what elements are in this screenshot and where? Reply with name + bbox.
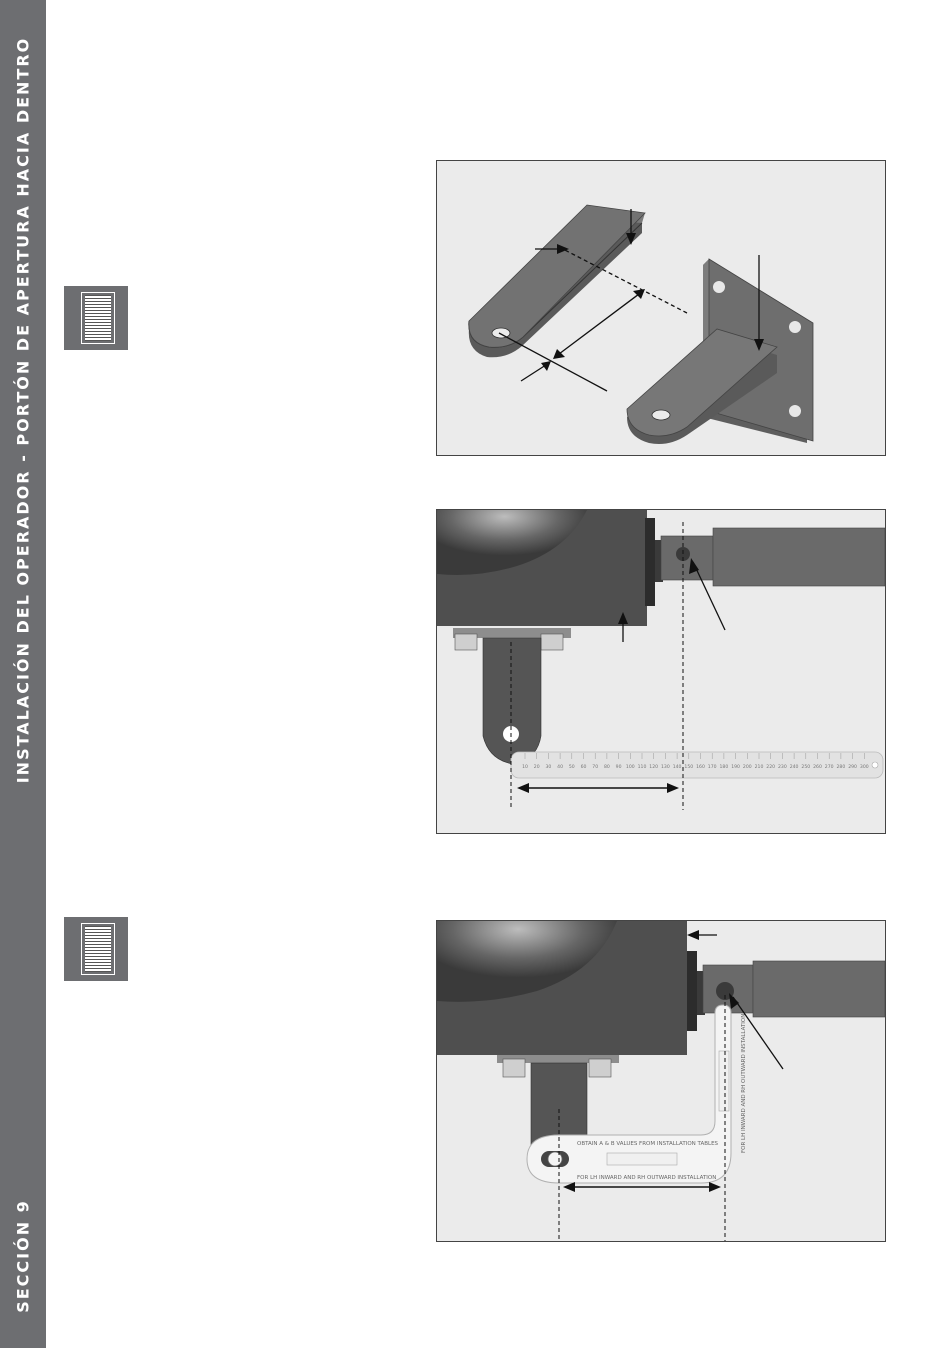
- ruler-tick-label: 170: [707, 765, 717, 770]
- ruler-tick-label: 140: [672, 765, 682, 770]
- gauge-label-a: OBTAIN A & B VALUES FROM INSTALLATION TABLES: [577, 1141, 719, 1147]
- ruler-tick-label: 210: [754, 765, 764, 770]
- brackets-illustration: [437, 161, 885, 455]
- sidebar: [0, 0, 46, 1348]
- note-document-icon: [64, 286, 128, 350]
- ruler-tick-label: 50: [568, 765, 575, 770]
- ruler-tick-label: 30: [545, 765, 552, 770]
- ruler-tick-label: 150: [684, 765, 694, 770]
- section-number: SECCIÓN 9: [13, 1199, 33, 1313]
- gauge-label-b: FOR LH INWARD AND RH OUTWARD INSTALLATION: [577, 1175, 717, 1181]
- ruler-tick-label: 110: [637, 765, 647, 770]
- ruler-tick-label: 20: [533, 765, 540, 770]
- ruler-tick-label: 280: [836, 765, 846, 770]
- ruler-tick-label: 100: [625, 765, 635, 770]
- ruler-illustration: [437, 510, 885, 833]
- ruler-tick-label: 190: [731, 765, 740, 770]
- ruler-tick-label: 160: [696, 765, 705, 770]
- ruler-tick-label: 200: [742, 765, 752, 770]
- ruler-tick-label: 70: [592, 765, 599, 770]
- note-document-icon: [64, 917, 128, 981]
- ruler-tick-label: 80: [603, 765, 610, 770]
- ruler-tick-label: 180: [719, 765, 729, 770]
- note-sheet: [81, 292, 115, 344]
- gauge-illustration: [437, 921, 885, 1241]
- ruler-tick-label: 300: [859, 765, 869, 770]
- ruler-tick-label: 10: [522, 765, 528, 770]
- section-title: INSTALACIÓN DEL OPERADOR - PORTÓN DE APERTURA HACIA DENTRO: [13, 36, 33, 784]
- ruler-tick-label: 60: [580, 765, 587, 770]
- ruler-tick-label: 120: [649, 765, 659, 770]
- ruler-tick-label: 220: [766, 765, 776, 770]
- gauge-label-c: FOR LH INWARD AND RH OUTWARD INSTALLATION: [741, 1013, 747, 1153]
- figure-gauge-measure: [436, 920, 886, 1242]
- ruler-tick-label: 90: [615, 765, 622, 770]
- ruler-tick-label: 250: [801, 765, 811, 770]
- ruler-tick-label: 230: [778, 765, 787, 770]
- ruler-tick-label: 290: [848, 765, 857, 770]
- ruler-tick-label: 260: [813, 765, 822, 770]
- ruler-tick-label: 270: [824, 765, 834, 770]
- note-sheet: [81, 923, 115, 975]
- ruler-tick-label: 240: [789, 765, 799, 770]
- figure-brackets: [436, 160, 886, 456]
- ruler-tick-label: 40: [557, 765, 564, 770]
- figure-ruler-measure: [436, 509, 886, 834]
- ruler-tick-label: 130: [661, 765, 670, 770]
